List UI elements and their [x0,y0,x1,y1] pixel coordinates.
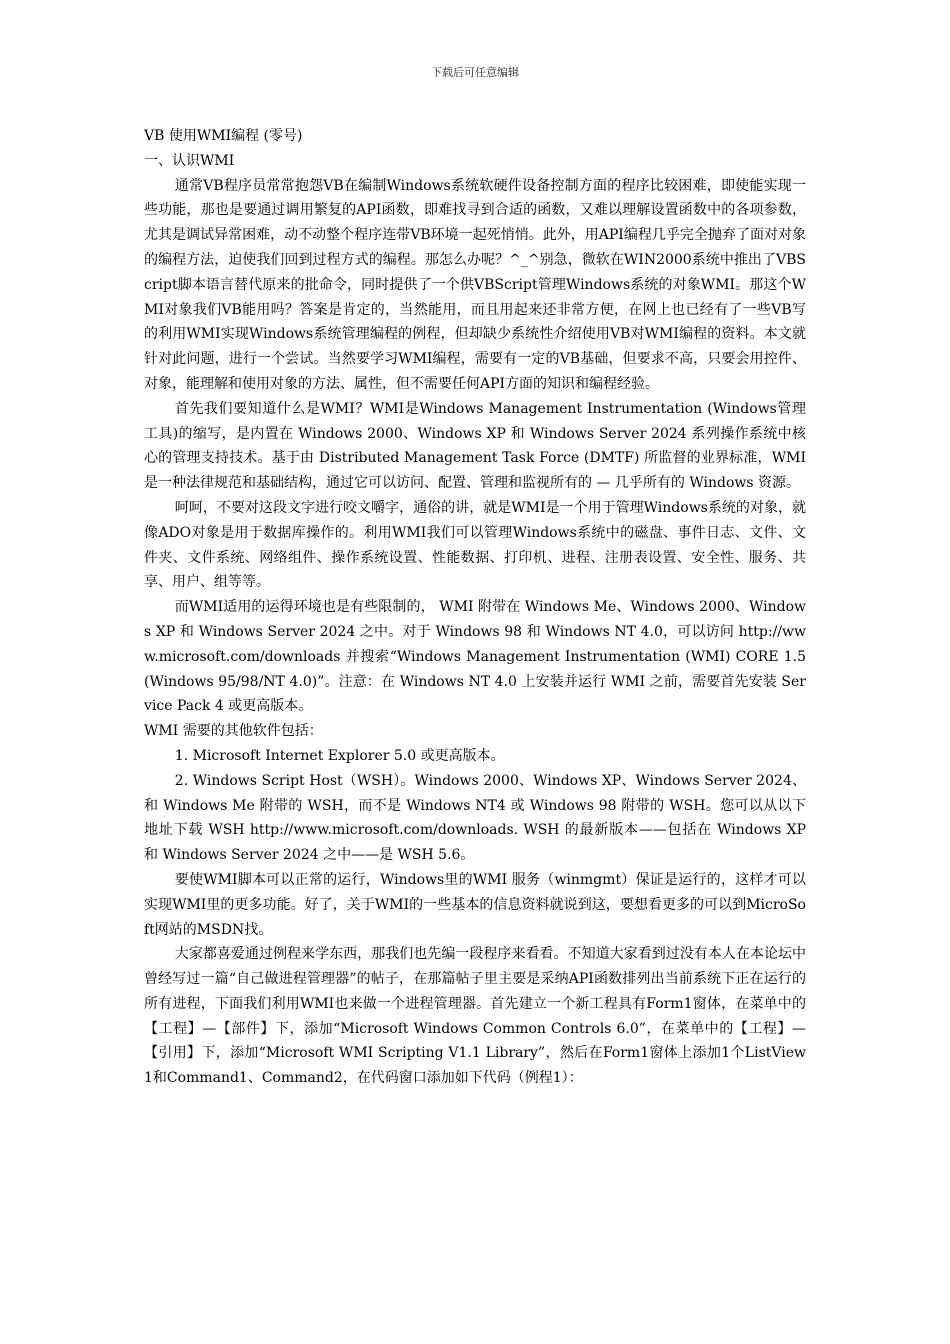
requirement-item-wsh: 2. Windows Script Host（WSH）。Windows 2000、Windows XP、Windows Server 2024、和 Windows Me 附带的 WSH，而不是 Windows NT4 或 Windows 98 附带的 WSH。您可以从以下地址下载 WSH http://www.microsoft.com/downloads. WSH 的最新版本——包括在 Windows XP 和 Windows Server 2024 之中——是 WSH 5.6。 [144,772,806,864]
paragraph-example: 大家都喜爱通过例程来学东西，那我们也先编一段程序来看看。不知道大家看到过没有本人在本论坛中曾经写过一篇“自己做进程管理器”的帖子，在那篇帖子里主要是采纳API函数排列出当前系统下正在运行的所有进程，下面我们利用WMI也来做一个进程管理器。首先建立一个新工程具有Form1窗体，在菜单中的【工程】—【部件】下，添加“Microsoft Windows Common Controls 6.0”，在菜单中的【工程】—【引用】下，添加“Microsoft WMI Scripting V1.1 Library”，然后在Form1窗体上添加1个ListView1和Command1、Command2，在代码窗口添加如下代码（例程1）： [144,946,806,1087]
paragraph-intro: 通常VB程序员常常抱怨VB在编制Windows系统软硬件设备控制方面的程序比较困难，即使能实现一些功能，那也是要通过调用繁复的API函数，即难找寻到合适的函数，又难以理解设置函数中的各项参数，尤其是调试异常困难，动不动整个程序连带VB环境一起死悄悄。此外，用API编程几乎完全抛弃了面对对象的编程方法，迫使我们回到过程方式的编程。那怎么办呢？^_^别急，微软在WIN2000系统中推出了VBScript脚本语言替代原来的批命令，同时提供了一个供VBScript管理Windows系统的对象WMI。那这个WMI对象我们VB能用吗？答案是肯定的，当然能用，而且用起来还非常方便，在网上也已经有了一些VB写的利用WMI实现Windows系统管理编程的例程，但却缺少系统性介绍使用VB对WMI编程的资料。本文就针对此问题，进行一个尝试。当然要学习WMI编程，需要有一定的VB基础，但要求不高，只要会用控件、对象，能理解和使用对象的方法、属性，但不需要任何API方面的知识和编程经验。 [144,177,806,392]
paragraph-plain-explanation: 呵呵，不要对这段文字进行咬文嚼字，通俗的讲，就是WMI是一个用于管理Windows系统的对象，就像ADO对象是用于数据库操作的。利用WMI我们可以管理Windows系统中的磁盘、事件日志、文件、文件夹、文件系统、网络组件、操作系统设置、性能数据、打印机、进程、注册表设置、安全性、服务、共享、用户、组等等。 [144,499,806,591]
paragraph-requirements-heading: WMI 需要的其他软件包括： [144,723,323,740]
section-heading: 一、认识WMI [144,152,235,169]
paragraph-service: 要使WMI脚本可以正常的运行，Windows里的WMI 服务（winmgmt）保证是运行的，这样才可以实现WMI里的更多功能。好了，关于WMI的一些基本的信息资料就说到这，要想看更多的可以到MicroSoft网站的MSDN找。 [144,871,806,938]
paragraph-environment: 而WMI适用的运得环境也是有些限制的， WMI 附带在 Windows Me、Windows 2000、Windows XP 和 Windows Server 2024 之中。对于 Windows 98 和 Windows NT 4.0，可以访问 http://www.microsoft.com/downloads 并搜索“Windows Management Instrumentation (WMI) CORE 1.5 (Windows 95/98/NT 4.0)”。注意：在 Windows NT 4.0 上安装并运行 WMI 之前，需要首先安装 Service Pack 4 或更高版本。 [144,599,806,715]
paragraph-what-is-wmi: 首先我们要知道什么是WMI？WMI是Windows Management Instrumentation (Windows管理工具)的缩写，是内置在 Windows 2000、Windows XP 和 Windows Server 2024 系列操作系统中核心的管理支持技术。基于由 Distributed Management Task Force (DMTF) 所监督的业界标准，WMI 是一种法律规范和基础结构，通过它可以访问、配置、管理和监视所有的 — 几乎所有的 Windows 资源。 [144,400,806,492]
requirement-item-ie: 1. Microsoft Internet Explorer 5.0 或更高版本。 [174,747,505,764]
document-body [144,124,806,1091]
document-title: VB 使用WMI编程 (零号) [144,128,303,144]
page-header-note: 下载后可任意编辑 [431,66,519,79]
